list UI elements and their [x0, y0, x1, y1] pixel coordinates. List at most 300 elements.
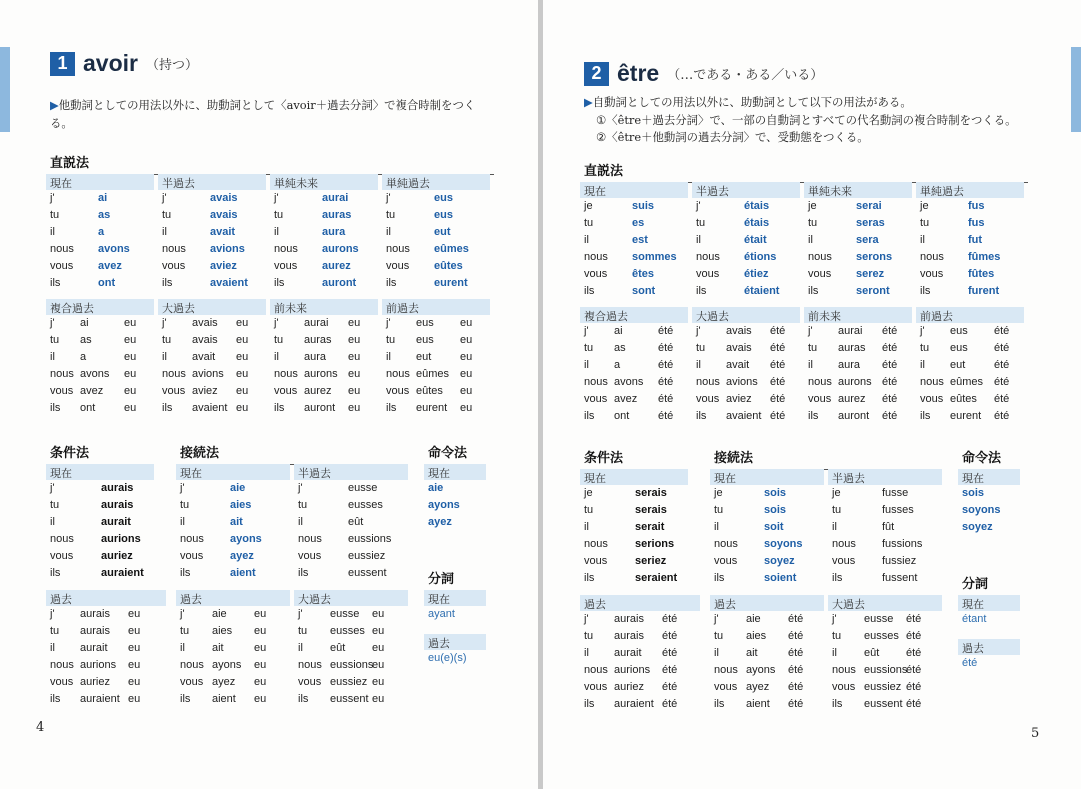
conjugation-row [580, 662, 700, 679]
auxiliary: aurions [80, 659, 117, 671]
conjugation-row [692, 340, 800, 357]
pronoun: vous [696, 268, 720, 280]
verb-form: suis [632, 200, 655, 212]
participle: eu [236, 334, 249, 346]
tense-header: 現在 [580, 182, 688, 198]
participle: été [882, 410, 898, 422]
auxiliary: aviez [726, 393, 752, 405]
section-subjunctive: 接続法 [714, 447, 936, 470]
pronoun: vous [386, 260, 410, 272]
tense-header: 半過去 [692, 182, 800, 198]
verb-gloss: （…である・ある／いる） [667, 68, 824, 83]
tense-block [176, 464, 290, 582]
conjugation-row [958, 519, 1020, 536]
pronoun: ils [808, 285, 819, 297]
verb-form: serez [856, 268, 885, 280]
pronoun: nous [696, 251, 720, 263]
conjugation-row [828, 696, 942, 713]
conjugation-row [828, 662, 942, 679]
pronoun: j' [832, 613, 837, 625]
conjugation-row [828, 679, 942, 696]
conjugation-row [46, 207, 154, 224]
pronoun: nous [386, 368, 410, 380]
conjugation-row [46, 623, 166, 640]
verb-title: avoir [83, 50, 138, 76]
conjugation-row [46, 315, 154, 332]
participle: été [770, 359, 786, 371]
conjugation-row [382, 400, 490, 417]
tense-block [46, 174, 154, 292]
tense-block [580, 595, 700, 713]
tense-header: 現在 [176, 464, 290, 480]
auxiliary: aurions [614, 664, 651, 676]
participle: eu [254, 676, 267, 688]
conjugation-row [270, 332, 378, 349]
auxiliary: aurais [614, 630, 644, 642]
edge-tab [0, 47, 10, 132]
conjugation-row [958, 502, 1020, 519]
participle: été [658, 376, 674, 388]
auxiliary: eus [416, 334, 434, 346]
conjugation-row [710, 519, 824, 536]
auxiliary: eut [416, 351, 432, 363]
tense-block [46, 464, 154, 582]
verb-form: fut [968, 234, 983, 246]
pronoun: ils [162, 277, 173, 289]
pronoun: vous [808, 393, 832, 405]
conjugation-row [580, 536, 688, 553]
verb-form: est [632, 234, 648, 246]
participle: eu [254, 625, 267, 637]
verb-form: seras [856, 217, 885, 229]
verb-form: fusse [882, 487, 909, 499]
participle: eu [372, 676, 385, 688]
pronoun: il [808, 234, 813, 246]
pronoun: nous [584, 376, 608, 388]
auxiliary: auraient [614, 698, 654, 710]
participle-form: eu(e)(s) [428, 652, 467, 664]
pronoun: vous [714, 681, 738, 693]
auxiliary: eusses [330, 625, 365, 637]
auxiliary: aurez [304, 385, 332, 397]
verb-form: sois [764, 487, 787, 499]
tense-block [270, 174, 378, 292]
conjugation-row [828, 628, 942, 645]
pronoun: vous [50, 260, 74, 272]
conjugation-row [158, 190, 266, 207]
conjugation-row [916, 266, 1024, 283]
participle: eu [348, 317, 361, 329]
verb-form: avaient [210, 277, 248, 289]
intro-text: 他動詞としての用法以外に、助動詞として〈avoir＋過去分詞〉で複合時制をつく [58, 98, 476, 112]
pronoun: tu [920, 217, 930, 229]
conjugation-row [580, 391, 688, 408]
pronoun: il [696, 359, 701, 371]
tense-header: 前未来 [804, 307, 912, 323]
section-indicative: 直説法 [584, 160, 1028, 183]
intro-line: ②〈être＋他動詞の過去分詞〉で、受動態をつくる。 [596, 130, 869, 144]
pronoun: j' [180, 608, 185, 620]
conjugation-row [828, 519, 942, 536]
auxiliary: eurent [416, 402, 448, 414]
participle: été [994, 376, 1010, 388]
participle: eu [254, 642, 267, 654]
auxiliary: ayez [746, 681, 770, 693]
participle: été [788, 647, 804, 659]
pronoun: ils [584, 698, 595, 710]
auxiliary: avaient [726, 410, 762, 422]
participle: eu [124, 402, 137, 414]
conjugation-row [804, 215, 912, 232]
tense-header: 過去 [580, 595, 700, 611]
auxiliary: ayons [212, 659, 242, 671]
verb-form: furent [968, 285, 1000, 297]
conjugation-row [958, 655, 1020, 672]
pronoun: vous [808, 268, 832, 280]
pronoun: il [50, 642, 55, 654]
bullet-triangle-icon: ▶ [50, 98, 59, 112]
auxiliary: ayons [746, 664, 776, 676]
verb-form: eurent [434, 277, 468, 289]
conjugation-row [382, 224, 490, 241]
participle: eu [348, 351, 361, 363]
conjugation-row [580, 611, 700, 628]
tense-block [176, 590, 290, 708]
auxiliary: aurai [304, 317, 329, 329]
verb-form: serais [635, 504, 667, 516]
conjugation-row [828, 502, 942, 519]
conjugation-row [804, 283, 912, 300]
conjugation-row [158, 400, 266, 417]
conjugation-row [828, 553, 942, 570]
conjugation-row [804, 266, 912, 283]
tense-block [294, 464, 408, 582]
conjugation-row [294, 623, 408, 640]
verb-heading [50, 50, 198, 77]
verb-form: as [98, 209, 111, 221]
auxiliary: eus [950, 342, 968, 354]
section-indicative: 直説法 [50, 152, 494, 175]
tense-header: 単純未来 [804, 182, 912, 198]
pronoun: il [714, 647, 719, 659]
left-page [0, 0, 538, 789]
conjugation-row [958, 485, 1020, 502]
pronoun: ils [274, 402, 285, 414]
conjugation-row [158, 241, 266, 258]
pronoun: ils [584, 410, 595, 422]
pronoun: ils [584, 572, 595, 584]
conjugation-row [916, 391, 1024, 408]
pronoun: nous [714, 664, 738, 676]
conjugation-row [424, 514, 486, 531]
auxiliary: avez [80, 385, 104, 397]
participle: eu [128, 676, 141, 688]
auxiliary: aura [838, 359, 861, 371]
verb-form: fusses [882, 504, 914, 516]
conjugation-row [424, 650, 486, 667]
verb-form: fus [968, 217, 985, 229]
auxiliary: ont [80, 402, 96, 414]
conjugation-row [382, 207, 490, 224]
section-imperative: 命令法 [962, 447, 1020, 470]
auxiliary: a [80, 351, 87, 363]
conjugation-row [710, 553, 824, 570]
pronoun: vous [50, 676, 74, 688]
participle: été [882, 359, 898, 371]
auxiliary: auras [304, 334, 332, 346]
pronoun: nous [298, 533, 322, 545]
pronoun: ils [696, 285, 707, 297]
verb-form: eusse [348, 482, 378, 494]
pronoun: ils [696, 410, 707, 422]
pronoun: vous [180, 550, 204, 562]
pronoun: j' [50, 482, 55, 494]
auxiliary: eussions [330, 659, 374, 671]
tense-header: 大過去 [158, 299, 266, 315]
auxiliary: ait [212, 642, 224, 654]
conjugation-row [294, 514, 408, 531]
verb-form: fussions [882, 538, 923, 550]
pronoun: nous [298, 659, 322, 671]
auxiliary: ont [614, 410, 630, 422]
tense-block [46, 590, 166, 708]
participle: été [994, 359, 1010, 371]
pronoun: vous [832, 681, 856, 693]
auxiliary: eus [950, 325, 968, 337]
conjugation-row [46, 640, 166, 657]
section-conditional: 条件法 [50, 442, 150, 465]
auxiliary: ayez [212, 676, 236, 688]
verb-gloss: （持つ） [145, 58, 198, 73]
conjugation-row [46, 548, 154, 565]
imperative-form: soyons [962, 504, 1001, 516]
pronoun: nous [714, 538, 738, 550]
pronoun: j' [274, 192, 279, 204]
conjugation-row [46, 383, 154, 400]
pronoun: vous [298, 676, 322, 688]
participle: été [658, 342, 674, 354]
tense-block [158, 174, 266, 292]
conjugation-row [46, 366, 154, 383]
pronoun: vous [714, 555, 738, 567]
auxiliary: avons [80, 368, 110, 380]
pronoun: j' [920, 325, 925, 337]
conjugation-row [294, 548, 408, 565]
auxiliary: avons [614, 376, 644, 388]
participle: eu [128, 642, 141, 654]
participle: eu [236, 317, 249, 329]
pronoun: vous [584, 268, 608, 280]
conjugation-row [710, 485, 824, 502]
tense-header: 前未来 [270, 299, 378, 315]
verb-form: ayons [230, 533, 262, 545]
conjugation-row [176, 657, 290, 674]
auxiliary: auriez [614, 681, 644, 693]
auxiliary: eusse [330, 608, 360, 620]
conjugation-row [580, 696, 700, 713]
participle-block [958, 595, 1020, 628]
tense-block [382, 299, 490, 417]
verb-form: aurions [101, 533, 141, 545]
pronoun: tu [832, 504, 842, 516]
participle: été [662, 630, 678, 642]
conjugation-row [176, 514, 290, 531]
auxiliary: avait [726, 359, 750, 371]
verb-form: ont [98, 277, 116, 289]
participle: eu [372, 625, 385, 637]
tense-header: 前過去 [382, 299, 490, 315]
conjugation-row [270, 241, 378, 258]
tense-header: 単純過去 [916, 182, 1024, 198]
conjugation-row [158, 383, 266, 400]
section-imperative: 命令法 [428, 442, 486, 465]
conjugation-row [382, 349, 490, 366]
verb-form: sera [856, 234, 879, 246]
auxiliary: avais [726, 325, 752, 337]
auxiliary: eussions [864, 664, 908, 676]
participle: été [658, 325, 674, 337]
conjugation-row [692, 232, 800, 249]
pronoun: vous [584, 681, 608, 693]
verb-form: eussions [348, 533, 392, 545]
verb-form: sois [764, 504, 787, 516]
pronoun: il [832, 647, 837, 659]
participle: eu [460, 317, 473, 329]
pronoun: tu [298, 625, 308, 637]
conjugation-row [916, 408, 1024, 425]
tense-header: 現在 [710, 469, 824, 485]
verb-form: étions [744, 251, 777, 263]
participle: été [770, 393, 786, 405]
pronoun: il [584, 234, 589, 246]
pronoun: nous [50, 659, 74, 671]
conjugation-row [710, 502, 824, 519]
conjugation-row [804, 408, 912, 425]
conjugation-row [580, 232, 688, 249]
verb-form: étaient [744, 285, 780, 297]
verb-form: fûmes [968, 251, 1001, 263]
auxiliary: ai [80, 317, 89, 329]
auxiliary: eûtes [950, 393, 977, 405]
conjugation-row [580, 485, 688, 502]
tense-header: 現在 [424, 464, 486, 480]
tense-block [692, 182, 800, 300]
participle: été [906, 630, 922, 642]
pronoun: il [386, 351, 391, 363]
auxiliary: avez [614, 393, 638, 405]
participle: été [770, 376, 786, 388]
verb-form: eûtes [434, 260, 463, 272]
verb-form: eussent [348, 567, 387, 579]
tense-block [958, 469, 1020, 536]
verb-form: ait [230, 516, 243, 528]
auxiliary: avais [192, 317, 218, 329]
auxiliary: eûmes [416, 368, 450, 380]
pronoun: tu [50, 334, 60, 346]
verb-form: fût [882, 521, 895, 533]
pronoun: il [274, 226, 279, 238]
verb-form: a [98, 226, 105, 238]
auxiliary: aurons [304, 368, 338, 380]
pronoun: ils [386, 402, 397, 414]
auxiliary: as [80, 334, 92, 346]
pronoun: tu [584, 342, 594, 354]
auxiliary: eût [330, 642, 346, 654]
pronoun: il [584, 647, 589, 659]
verb-form: soyons [764, 538, 803, 550]
pronoun: tu [808, 342, 818, 354]
pronoun: je [584, 487, 593, 499]
participle: eu [348, 385, 361, 397]
pronoun: vous [298, 550, 322, 562]
pronoun: nous [808, 376, 832, 388]
pronoun: il [50, 226, 55, 238]
participle: été [906, 647, 922, 659]
pronoun: nous [832, 538, 856, 550]
pronoun: ils [920, 410, 931, 422]
tense-header: 現在 [958, 469, 1020, 485]
pronoun: ils [808, 410, 819, 422]
conjugation-row [804, 340, 912, 357]
pronoun: tu [714, 504, 724, 516]
participle: été [658, 410, 674, 422]
conjugation-row [580, 645, 700, 662]
participle: été [662, 664, 678, 676]
conjugation-row [294, 606, 408, 623]
pronoun: ils [162, 402, 173, 414]
conjugation-row [580, 323, 688, 340]
conjugation-row [46, 674, 166, 691]
auxiliary: aies [212, 625, 233, 637]
conjugation-row [692, 215, 800, 232]
pronoun: il [50, 351, 55, 363]
conjugation-row [294, 531, 408, 548]
conjugation-row [176, 548, 290, 565]
imperative-form: ayons [428, 499, 460, 511]
auxiliary: aurait [614, 647, 642, 659]
verb-form: aurons [322, 243, 359, 255]
verb-form: sont [632, 285, 656, 297]
tense-block [424, 464, 486, 531]
verb-form: avons [98, 243, 130, 255]
imperative-form: aie [428, 482, 444, 494]
pronoun: tu [162, 209, 172, 221]
pronoun: tu [50, 625, 60, 637]
pronoun: vous [584, 555, 608, 567]
conjugation-row [958, 611, 1020, 628]
conjugation-row [176, 480, 290, 497]
verb-form: eût [348, 516, 364, 528]
pronoun: nous [386, 243, 410, 255]
conjugation-row [294, 565, 408, 582]
pronoun: je [808, 200, 817, 212]
conjugation-row [710, 645, 824, 662]
pronoun: j' [584, 325, 589, 337]
participle: été [788, 613, 804, 625]
pronoun: je [584, 200, 593, 212]
verb-form: fussent [882, 572, 918, 584]
conjugation-row [580, 628, 700, 645]
tense-header: 過去 [424, 634, 486, 650]
participle: eu [128, 693, 141, 705]
conjugation-row [580, 553, 688, 570]
pronoun: nous [584, 538, 608, 550]
auxiliary: aurons [838, 376, 872, 388]
participle: eu [254, 693, 267, 705]
intro-line: る。 [50, 115, 73, 130]
tense-header: 過去 [46, 590, 166, 606]
verb-form: serons [856, 251, 893, 263]
